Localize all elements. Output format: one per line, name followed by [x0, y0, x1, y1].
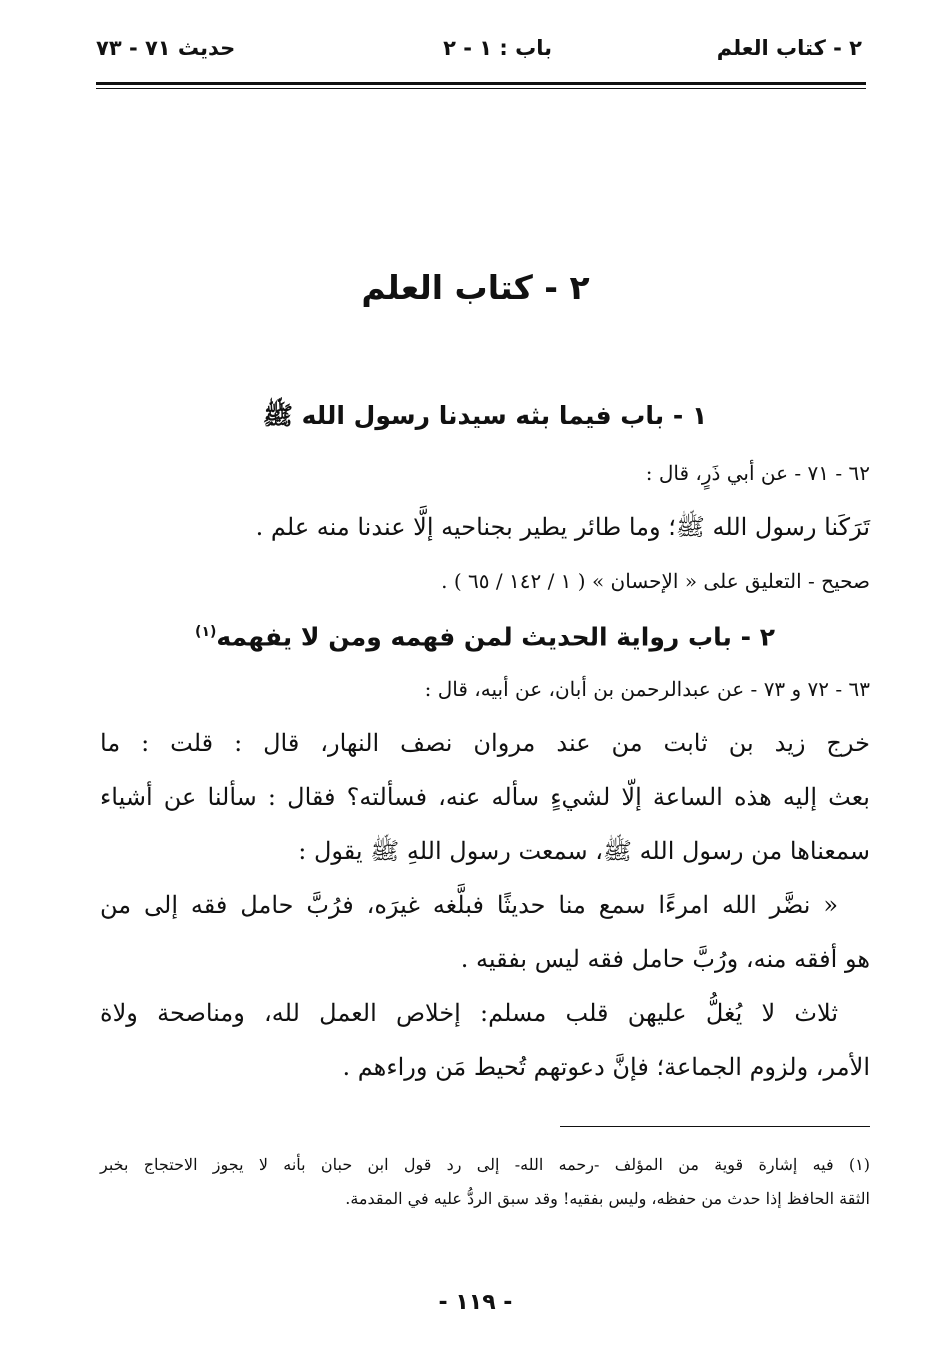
chapter-heading-2 — [100, 608, 870, 662]
hadith-text-line-2: بعث إليه هذه الساعة إلّا لشيءٍ سأله عنه، فسألته؟ فقال : سألنا عن أشياء — [100, 783, 870, 811]
chapter-heading-2-text: ٢ - باب رواية الحديث لمن فهمه ومن لا يفهمه — [216, 622, 775, 652]
hadith-grading-62: صحيح - التعليق على « الإحسان » ( ١ / ١٤٢ / ٦٥ ) . — [441, 569, 870, 593]
header-rule-thin — [96, 88, 866, 89]
hadith-isnad-63: ٦٣ - ٧٢ و ٧٣ - عن عبدالرحمن بن أبان، عن أبيه، قال : — [424, 677, 870, 701]
header-hadith-range: حديث ٧١ - ٧٣ — [96, 36, 236, 60]
hadith-isnad-62: ٦٢ - ٧١ - عن أبي ذَرٍ، قال : — [645, 461, 870, 485]
hadith-text-line-1: خرج زيد بن ثابت من عند مروان نصف النهار، قال : قلت : ما — [100, 729, 870, 757]
hadith-text-line-3: سمعناها من رسول الله ﷺ، سمعت رسول اللهِ ﷺ يقول : — [298, 837, 870, 865]
footnote-rule — [560, 1126, 870, 1127]
header-chapter-range: باب : ١ - ٢ — [443, 36, 552, 60]
footnotes — [100, 1148, 870, 1216]
running-header — [96, 36, 862, 76]
hadith-text-62: تَرَكَنا رسول الله ﷺ؛ وما طائر يطير بجناحيه إلَّا عندنا منه علم . — [255, 513, 870, 541]
header-book-title: ٢ - كتاب العلم — [716, 36, 862, 60]
hadith-text-line-4: « نضَّر الله امرءًا سمع منا حديثًا فبلَّغه غيرَه، فرُبَّ حامل فقه إلى من — [100, 891, 838, 919]
hadith-text-line-6: ثلاث لا يُغلُّ عليهن قلب مسلم: إخلاص العمل لله، ومناصحة ولاة — [100, 999, 838, 1027]
hadith-text-line-7: الأمر، ولزوم الجماعة؛ فإنَّ دعوتهم تُحيط مَن وراءهم . — [342, 1053, 870, 1081]
footnote-line-1: (١) فيه إشارة قوية من المؤلف -رحمه الله- إلى رد قول ابن حبان بأنه لا يجوز الاحتجاج بخبر — [100, 1155, 871, 1174]
header-rule-thick — [96, 82, 866, 85]
page-number: - ١١٩ - — [438, 1290, 513, 1315]
chapter-heading-1: ١ - باب فيما بثه سيدنا رسول الله ﷺ — [262, 401, 708, 430]
book-title: ٢ - كتاب العلم — [361, 268, 590, 307]
footnote-line-2: الثقة الحافظ إذا حدث من حفظه، وليس بفقيه! وقد سبق الردُّ عليه في المقدمة. — [345, 1189, 870, 1208]
main-text — [100, 392, 870, 1094]
footnote-mark: (١) — [195, 624, 217, 640]
hadith-text-line-5: هو أفقه منه، ورُبَّ حامل فقه ليس بفقيه . — [460, 945, 870, 973]
